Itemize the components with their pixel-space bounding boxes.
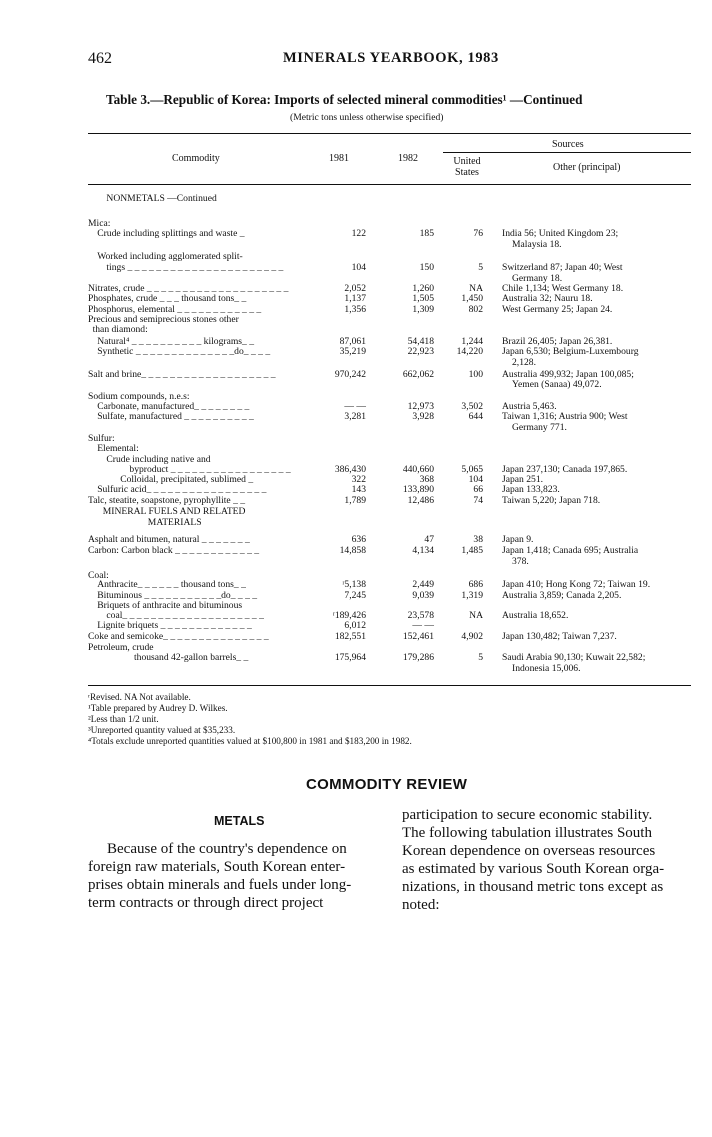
commodity-cell: Mica: bbox=[88, 218, 111, 229]
commodity-cell: tings _ _ _ _ _ _ _ _ _ _ _ _ _ _ _ _ _ _ _ _ _ _ bbox=[106, 262, 284, 273]
body-line: prises obtain minerals and fuels under long- bbox=[88, 877, 352, 893]
other-sources-cell: Japan 410; Hong Kong 72; Taiwan 19. bbox=[502, 579, 651, 590]
value-1982: 12,973 bbox=[407, 401, 434, 412]
commodity-cell: Carbon: Carbon black _ _ _ _ _ _ _ _ _ _ _ _ bbox=[88, 545, 260, 556]
value-1981: 1,789 bbox=[344, 495, 366, 506]
value-us: 66 bbox=[473, 484, 483, 495]
value-1982: 368 bbox=[419, 474, 434, 485]
other-sources-cell: Saudi Arabia 90,130; Kuwait 22,582; bbox=[502, 652, 646, 663]
other-sources-cell: Australia 3,859; Canada 2,205. bbox=[502, 590, 622, 601]
value-us: 5 bbox=[478, 652, 483, 663]
other-sources-cell: Germany 18. bbox=[512, 273, 563, 284]
value-1982: 23,578 bbox=[407, 610, 434, 621]
value-1982: 2,449 bbox=[412, 579, 434, 590]
header-sources: Sources bbox=[552, 139, 584, 150]
value-us: 104 bbox=[468, 474, 483, 485]
other-sources-cell: India 56; United Kingdom 23; bbox=[502, 228, 619, 239]
value-1981: ʳ5,138 bbox=[342, 579, 366, 590]
section-subtitle: METALS bbox=[214, 814, 265, 828]
commodity-cell: Asphalt and bitumen, natural _ _ _ _ _ _ _ bbox=[88, 534, 250, 545]
commodity-cell: byproduct _ _ _ _ _ _ _ _ _ _ _ _ _ _ _ _ _ bbox=[129, 464, 291, 475]
other-sources-cell: West Germany 25; Japan 24. bbox=[502, 304, 613, 315]
commodity-cell: Sulfur: bbox=[88, 433, 115, 444]
page-number: 462 bbox=[88, 50, 112, 67]
commodity-cell: Bituminous _ _ _ _ _ _ _ _ _ _ _do_ _ _ _ bbox=[97, 590, 258, 601]
commodity-cell: Lignite briquets _ _ _ _ _ _ _ _ _ _ _ _ _ bbox=[97, 620, 252, 631]
value-1982: 440,660 bbox=[402, 464, 434, 475]
header-united-states: United States bbox=[453, 156, 481, 178]
value-1981: 2,052 bbox=[344, 283, 366, 294]
commodity-cell: Sulfuric acid_ _ _ _ _ _ _ _ _ _ _ _ _ _ _ _ _ bbox=[97, 484, 267, 495]
commodity-cell: MATERIALS bbox=[147, 517, 202, 528]
commodity-cell: Carbonate, manufactured_ _ _ _ _ _ _ _ bbox=[97, 401, 250, 412]
value-1981: 3,281 bbox=[344, 411, 366, 422]
commodity-cell: Salt and brine_ _ _ _ _ _ _ _ _ _ _ _ _ _ _ _ _ _ _ bbox=[88, 369, 276, 380]
value-us: 1,319 bbox=[461, 590, 483, 601]
other-sources-cell: Japan 251. bbox=[502, 474, 544, 485]
other-sources-cell: Japan 237,130; Canada 197,865. bbox=[502, 464, 628, 475]
value-us: 3,502 bbox=[461, 401, 483, 412]
commodity-cell: than diamond: bbox=[92, 324, 148, 335]
value-us: 802 bbox=[468, 304, 483, 315]
value-us: NA bbox=[469, 283, 483, 294]
other-sources-cell: Malaysia 18. bbox=[512, 239, 562, 250]
other-sources-cell: Yemen (Sanaa) 49,072. bbox=[512, 379, 602, 390]
commodity-cell: Coke and semicoke_ _ _ _ _ _ _ _ _ _ _ _ _ _ _ bbox=[88, 631, 269, 642]
value-1981: 1,356 bbox=[344, 304, 366, 315]
value-1982: 185 bbox=[419, 228, 434, 239]
other-sources-cell: Japan 1,418; Canada 695; Australia bbox=[502, 545, 639, 556]
header-1982: 1982 bbox=[398, 153, 418, 164]
commodity-cell: coal_ _ _ _ _ _ _ _ _ _ _ _ _ _ _ _ _ _ _ _ bbox=[106, 610, 264, 621]
value-1982: 152,461 bbox=[402, 631, 434, 642]
value-1981: 175,964 bbox=[334, 652, 366, 663]
commodity-cell: Worked including agglomerated split- bbox=[97, 251, 243, 262]
value-us: NA bbox=[469, 610, 483, 621]
value-1982: 9,039 bbox=[412, 590, 434, 601]
value-1981: 87,061 bbox=[339, 336, 366, 347]
other-sources-cell: Germany 771. bbox=[512, 422, 567, 433]
value-1982: 3,928 bbox=[412, 411, 434, 422]
table-subtitle: (Metric tons unless otherwise specified) bbox=[290, 112, 444, 123]
header-1981: 1981 bbox=[329, 153, 349, 164]
commodity-cell: Anthracite_ _ _ _ _ _ thousand tons_ _ bbox=[97, 579, 246, 590]
commodity-cell: MINERAL FUELS AND RELATED bbox=[102, 506, 246, 517]
body-line: as estimated by various South Korean orga- bbox=[402, 861, 665, 877]
value-1981: 970,242 bbox=[334, 369, 366, 380]
other-sources-cell: Switzerland 87; Japan 40; West bbox=[502, 262, 623, 273]
other-sources-cell: Japan 133,823. bbox=[502, 484, 560, 495]
value-1981: 14,858 bbox=[339, 545, 366, 556]
value-us: 76 bbox=[473, 228, 483, 239]
table-bottom-rule bbox=[88, 685, 691, 686]
value-us: 38 bbox=[473, 534, 483, 545]
commodity-cell: Precious and semiprecious stones other bbox=[88, 314, 239, 325]
value-1982: 133,890 bbox=[402, 484, 434, 495]
value-1982: 22,923 bbox=[407, 346, 434, 357]
commodity-cell: Synthetic _ _ _ _ _ _ _ _ _ _ _ _ _ _do_ _ _ _ bbox=[97, 346, 271, 357]
value-1982: 47 bbox=[424, 534, 434, 545]
footnote: ⁴Totals exclude unreported quantities valued at $100,800 in 1981 and $183,200 in 1982. bbox=[88, 736, 412, 746]
commodity-cell: Crude including native and bbox=[106, 454, 211, 465]
value-1981: 104 bbox=[351, 262, 366, 273]
commodity-cell: Briquets of anthracite and bituminous bbox=[97, 600, 243, 611]
commodity-cell: Phosphates, crude _ _ _ thousand tons_ _ bbox=[88, 293, 247, 304]
value-1981: — — bbox=[344, 401, 366, 412]
footnote: ³Unreported quantity valued at $35,233. bbox=[88, 725, 236, 735]
header-commodity: Commodity bbox=[172, 153, 220, 164]
value-1981: 7,245 bbox=[344, 590, 366, 601]
other-sources-cell: Australia 18,652. bbox=[502, 610, 569, 621]
body-line: noted: bbox=[402, 897, 440, 913]
value-1981: 636 bbox=[351, 534, 366, 545]
other-sources-cell: Indonesia 15,006. bbox=[512, 663, 581, 674]
body-line: term contracts or through direct project bbox=[88, 895, 324, 911]
other-sources-cell: Australia 499,932; Japan 100,085; bbox=[502, 369, 634, 380]
value-us: 5,065 bbox=[461, 464, 483, 475]
other-sources-cell: Chile 1,134; West Germany 18. bbox=[502, 283, 624, 294]
value-1981: 386,430 bbox=[334, 464, 366, 475]
commodity-cell: thousand 42-gallon barrels_ _ bbox=[134, 652, 249, 663]
value-us: 4,902 bbox=[461, 631, 483, 642]
other-sources-cell: Australia 32; Nauru 18. bbox=[502, 293, 593, 304]
other-sources-cell: Taiwan 5,220; Japan 718. bbox=[502, 495, 601, 506]
value-1981: 6,012 bbox=[344, 620, 366, 631]
other-sources-cell: Brazil 26,405; Japan 26,381. bbox=[502, 336, 613, 347]
body-line: Korean dependence on overseas resources bbox=[402, 843, 656, 859]
commodity-cell: Talc, steatite, soapstone, pyrophyllite _ _ bbox=[88, 495, 246, 506]
commodity-cell: NONMETALS —Continued bbox=[106, 193, 217, 204]
body-line: participation to secure economic stability. bbox=[402, 807, 653, 823]
value-1982: 150 bbox=[419, 262, 434, 273]
other-sources-cell: Japan 6,530; Belgium-Luxembourg bbox=[502, 346, 639, 357]
value-1982: 662,062 bbox=[402, 369, 434, 380]
value-1981: 182,551 bbox=[334, 631, 366, 642]
value-1982: 12,486 bbox=[407, 495, 434, 506]
other-sources-cell: 378. bbox=[512, 556, 529, 567]
footnote: ¹Table prepared by Audrey D. Wilkes. bbox=[88, 703, 228, 713]
body-line: nizations, in thousand metric tons except as bbox=[402, 879, 664, 895]
value-us: 74 bbox=[473, 495, 483, 506]
body-line: foreign raw materials, South Korean enter- bbox=[88, 859, 346, 875]
value-1982: 4,134 bbox=[412, 545, 434, 556]
commodity-cell: Nitrates, crude _ _ _ _ _ _ _ _ _ _ _ _ _ _ _ _ _ _ _ _ bbox=[88, 283, 289, 294]
running-head: MINERALS YEARBOOK, 1983 bbox=[283, 50, 499, 66]
value-1981: ʳ189,426 bbox=[332, 610, 366, 621]
commodity-cell: Sulfate, manufactured _ _ _ _ _ _ _ _ _ _ bbox=[97, 411, 254, 422]
body-line: Because of the country's dependence on bbox=[107, 841, 347, 857]
value-us: 100 bbox=[468, 369, 483, 380]
other-sources-cell: Japan 130,482; Taiwan 7,237. bbox=[502, 631, 617, 642]
other-sources-cell: Japan 9. bbox=[502, 534, 534, 545]
section-title: COMMODITY REVIEW bbox=[306, 776, 468, 793]
value-1981: 35,219 bbox=[339, 346, 366, 357]
value-us: 14,220 bbox=[456, 346, 483, 357]
value-1982: — — bbox=[412, 620, 434, 631]
value-1982: 1,260 bbox=[412, 283, 434, 294]
table-top-rule bbox=[88, 133, 691, 134]
header-other-principal: Other (principal) bbox=[553, 162, 621, 173]
commodity-cell: Petroleum, crude bbox=[88, 642, 154, 653]
commodity-cell: Sodium compounds, n.e.s: bbox=[88, 391, 190, 402]
footnote: ²Less than 1/2 unit. bbox=[88, 714, 159, 724]
value-1981: 143 bbox=[351, 484, 366, 495]
other-sources-cell: Taiwan 1,316; Austria 900; West bbox=[502, 411, 628, 422]
other-sources-cell: 2,128. bbox=[512, 357, 536, 368]
value-1981: 1,137 bbox=[344, 293, 366, 304]
other-sources-cell: Austria 5,463. bbox=[502, 401, 557, 412]
commodity-cell: Coal: bbox=[88, 570, 109, 581]
value-1982: 179,286 bbox=[402, 652, 434, 663]
header-bottom-rule bbox=[88, 184, 691, 185]
value-1982: 1,505 bbox=[412, 293, 434, 304]
commodity-cell: Phosphorus, elemental _ _ _ _ _ _ _ _ _ _ _ _ bbox=[88, 304, 262, 315]
value-1982: 1,309 bbox=[412, 304, 434, 315]
value-us: 5 bbox=[478, 262, 483, 273]
value-1981: 122 bbox=[351, 228, 366, 239]
value-1982: 54,418 bbox=[407, 336, 434, 347]
commodity-cell: Elemental: bbox=[97, 443, 139, 454]
body-line: The following tabulation illustrates South bbox=[402, 825, 652, 841]
value-us: 1,485 bbox=[461, 545, 483, 556]
value-us: 644 bbox=[468, 411, 483, 422]
commodity-cell: Colloidal, precipitated, sublimed _ bbox=[120, 474, 254, 485]
commodity-cell: Crude including splittings and waste _ bbox=[97, 228, 245, 239]
value-1981: 322 bbox=[351, 474, 366, 485]
footnote: ʳRevised. NA Not available. bbox=[88, 692, 191, 702]
sources-rule bbox=[443, 152, 691, 153]
value-us: 1,450 bbox=[461, 293, 483, 304]
value-us: 686 bbox=[468, 579, 483, 590]
table-title: Table 3.—Republic of Korea: Imports of selected mineral commodities¹ —Continued bbox=[106, 92, 583, 107]
commodity-cell: Natural⁴ _ _ _ _ _ _ _ _ _ _ kilograms_ _ bbox=[97, 336, 255, 347]
value-us: 1,244 bbox=[461, 336, 483, 347]
